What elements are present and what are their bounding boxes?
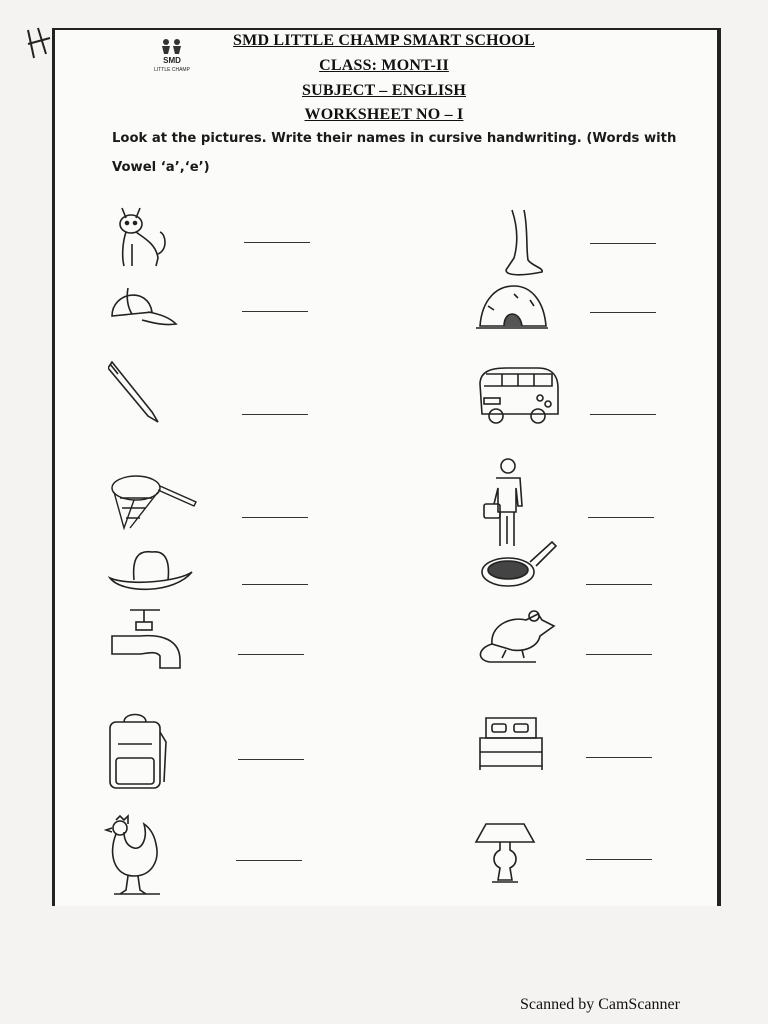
answer-line[interactable] (588, 517, 654, 518)
scanner-watermark: Scanned by CamScanner (520, 996, 680, 1013)
class-heading: CLASS: MONT-II (319, 57, 449, 74)
answer-line[interactable] (590, 414, 656, 415)
bag-icon (106, 712, 168, 792)
answer-line[interactable] (590, 312, 656, 313)
instruction-line-2: Vowel ‘a’,‘e’) (112, 160, 210, 175)
school-name: SMD LITTLE CHAMP SMART SCHOOL (233, 32, 535, 49)
logo-name: SMD (163, 56, 181, 65)
den-icon (474, 280, 550, 330)
pan-icon (480, 538, 560, 594)
answer-line[interactable] (586, 584, 652, 585)
rat-icon (476, 608, 556, 666)
lamp-icon (474, 820, 536, 884)
answer-line[interactable] (236, 860, 302, 861)
answer-line[interactable] (238, 759, 304, 760)
answer-line[interactable] (242, 414, 308, 415)
bed-icon (478, 712, 544, 770)
answer-line[interactable] (590, 243, 656, 244)
answer-line[interactable] (238, 654, 304, 655)
man-icon (482, 456, 528, 548)
hen-icon (104, 814, 164, 896)
answer-line[interactable] (586, 859, 652, 860)
van-icon (476, 364, 560, 426)
subject-heading: SUBJECT – ENGLISH (301, 82, 467, 99)
leg-icon (502, 208, 546, 278)
cap-icon (108, 282, 178, 330)
answer-line[interactable] (242, 311, 308, 312)
answer-line[interactable] (586, 654, 652, 655)
answer-line[interactable] (244, 242, 310, 243)
answer-line[interactable] (586, 757, 652, 758)
answer-line[interactable] (242, 584, 308, 585)
net-icon (106, 472, 198, 532)
instruction-line-1: Look at the pictures. Write their names in cursive handwriting. (Words with (112, 131, 677, 146)
worksheet-heading: WORKSHEET NO – I (304, 106, 464, 123)
tap-icon (110, 606, 184, 672)
hat-icon (108, 548, 194, 596)
pen-icon (108, 360, 162, 424)
logo-tagline: LITTLE CHAMP (154, 67, 190, 73)
cat-icon (112, 204, 170, 270)
answer-line[interactable] (242, 517, 308, 518)
